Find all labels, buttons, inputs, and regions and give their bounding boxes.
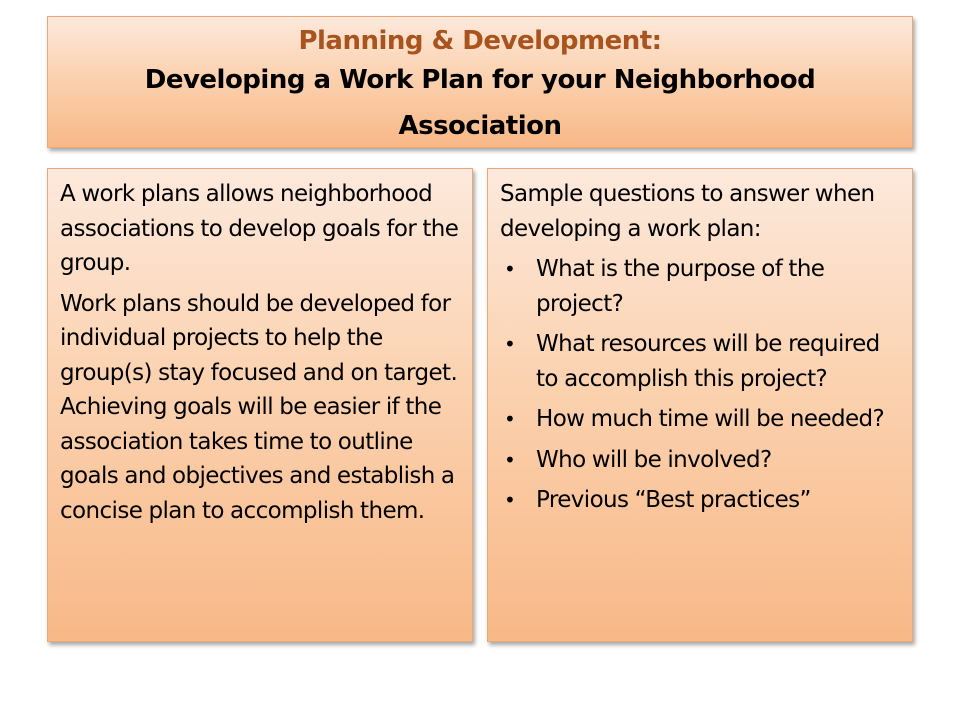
list-item-text: Who will be involved? (536, 446, 772, 473)
left-paragraph-2: Work plans should be developed for individual projects to help the group(s) stay focused and on target. Achieving goals will be easier if the association takes time to outline goals and objectives and establish a concise plan to accomplish them. (60, 290, 458, 524)
list-item (500, 443, 906, 478)
list-item-text: What is the purpose of the project? (536, 256, 825, 317)
bullet-icon: • (504, 407, 516, 431)
list-item-text: How much time will be needed? (536, 406, 885, 432)
right-content-box (487, 168, 913, 642)
list-item (500, 252, 906, 321)
left-content-box (47, 168, 473, 642)
right-intro: Sample questions to answer when developing a work plan: (500, 181, 875, 242)
question-list (500, 252, 906, 518)
bullet-icon: • (504, 447, 516, 472)
list-item (500, 483, 906, 518)
list-item (500, 327, 906, 396)
slide-title-line2: Developing a Work Plan for your Neighborhood Association (144, 65, 816, 141)
slide-title-line1: Planning & Development: (298, 26, 662, 56)
list-item (500, 402, 906, 437)
bullet-icon: • (504, 257, 516, 281)
slide-title-box (47, 16, 913, 148)
left-paragraph-1: A work plans allows neighborhood associations to develop goals for the group. (60, 181, 459, 276)
list-item-text: What resources will be required to accomplish this project? (536, 331, 880, 392)
bullet-icon: • (504, 332, 516, 356)
bullet-icon: • (504, 488, 516, 512)
list-item-text: Previous “Best practices” (536, 487, 811, 513)
